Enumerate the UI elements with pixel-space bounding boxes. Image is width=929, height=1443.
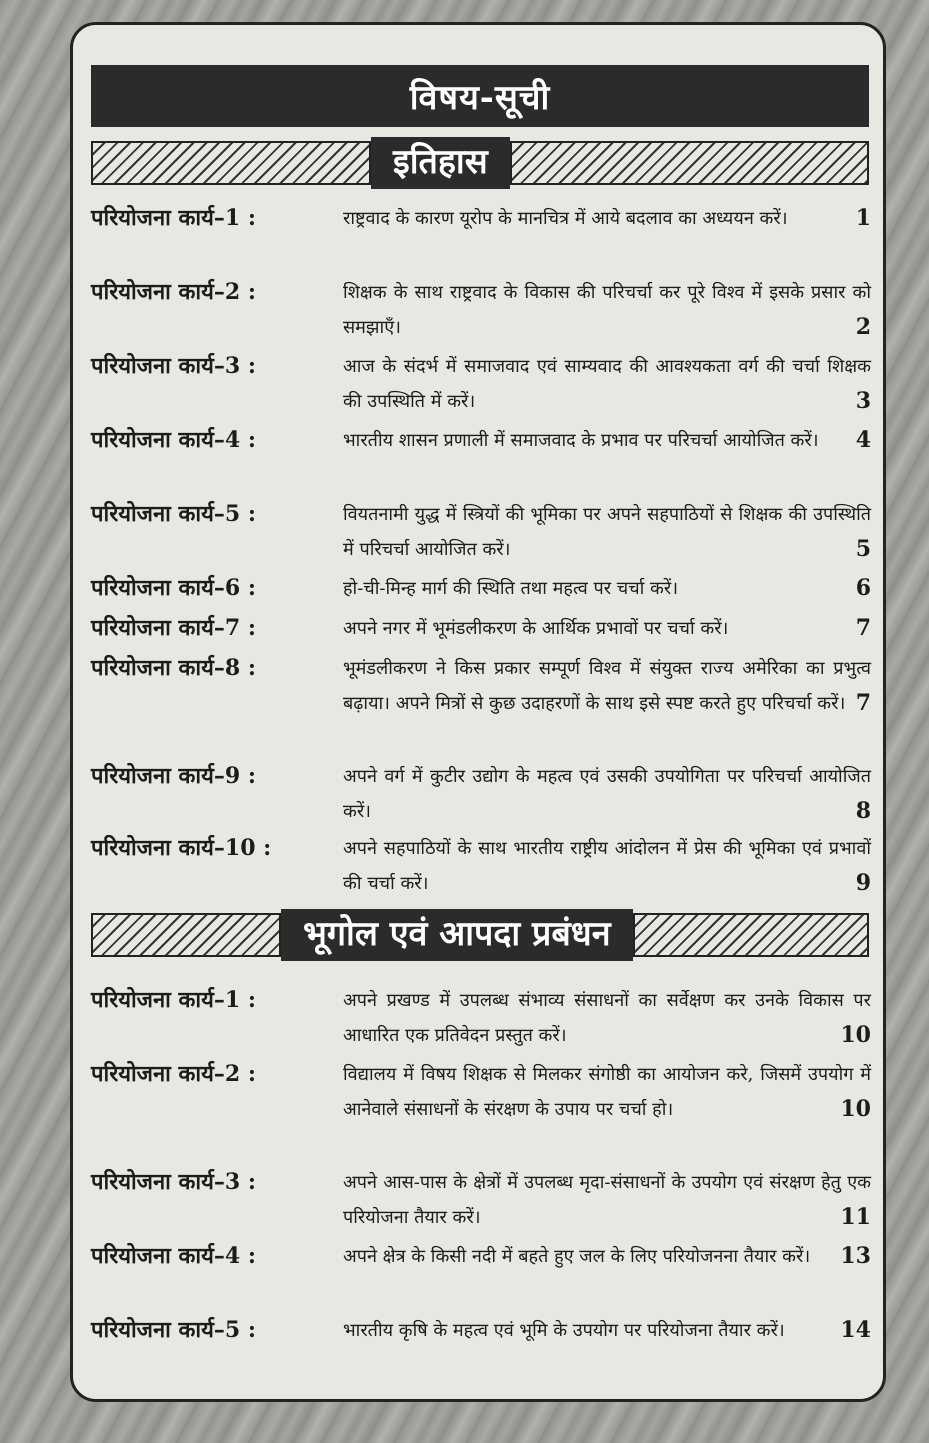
item-text: अपने नगर में भूमंडलीकरण के आर्थिक प्रभावों पर चर्चा करें। 7 — [343, 611, 873, 646]
item-label: परियोजना कार्य–1 : — [91, 205, 256, 231]
page-number: 14 — [840, 1317, 871, 1343]
list-item — [91, 1313, 873, 1348]
item-label: परियोजना कार्य–6 : — [91, 575, 256, 601]
item-text: भूमंडलीकरण ने किस प्रकार सम्पूर्ण विश्व में संयुक्त राज्य अमेरिका का प्रभुत्व बढ़ाया। अपने मित्रों से कुछ उदाहरणों के साथ इसे स्पष्ट करते हुए परिचर्चा करें। 7 — [343, 651, 873, 721]
list-item — [91, 497, 873, 567]
page-number: 6 — [855, 575, 871, 601]
page-number: 7 — [855, 690, 871, 716]
page-number: 3 — [855, 388, 871, 414]
page-number: 10 — [840, 1022, 871, 1048]
list-item — [91, 611, 873, 646]
hatch-left — [91, 913, 281, 957]
hatch-right — [633, 913, 869, 957]
page-title: विषय-सूची — [409, 78, 551, 118]
item-label: परियोजना कार्य–9 : — [91, 763, 256, 789]
list-item — [91, 759, 873, 829]
item-label: परियोजना कार्य–7 : — [91, 615, 256, 641]
item-text: अपने सहपाठियों के साथ भारतीय राष्ट्रीय आंदोलन में प्रेस की भूमिका एवं प्रभावों की चर्चा करें। 9 — [343, 831, 873, 901]
item-label: परियोजना कार्य–8 : — [91, 655, 256, 681]
section-title: इतिहास — [371, 137, 510, 189]
section-heading-history — [91, 137, 869, 189]
item-label: परियोजना कार्य–4 : — [91, 1243, 256, 1269]
page-number: 9 — [855, 870, 871, 896]
section-title: भूगोल एवं आपदा प्रबंधन — [281, 909, 633, 961]
item-text: अपने प्रखण्ड में उपलब्ध संभाव्य संसाधनों का सर्वेक्षण कर उनके विकास पर आधारित एक प्रतिवेदन प्रस्तुत करें। 10 — [343, 983, 873, 1053]
section-heading-geography — [91, 909, 869, 961]
item-label: परियोजना कार्य–3 : — [91, 1169, 256, 1195]
item-text: वियतनामी युद्ध में स्त्रियों की भूमिका पर अपने सहपाठियों से शिक्षक की उपस्थिति में परिचर्चा आयोजित करें। 5 — [343, 497, 873, 567]
page-number: 1 — [855, 205, 871, 231]
item-text: विद्यालय में विषय शिक्षक से मिलकर संगोष्ठी का आयोजन करे, जिसमें उपयोग में आनेवाले संसाधनों के संरक्षण के उपाय पर चर्चा हो। 10 — [343, 1057, 873, 1127]
list-item — [91, 1239, 873, 1274]
hatch-left — [91, 141, 371, 185]
page-number: 2 — [855, 314, 871, 340]
item-label: परियोजना कार्य–4 : — [91, 427, 256, 453]
item-text: आज के संदर्भ में समाजवाद एवं साम्यवाद की आवश्यकता वर्ग की चर्चा शिक्षक की उपस्थिति में करें। 3 — [343, 349, 873, 419]
item-label: परियोजना कार्य–5 : — [91, 501, 256, 527]
list-item — [91, 651, 873, 721]
title-bar — [91, 65, 869, 127]
contents-page — [70, 22, 886, 1402]
hatch-right — [510, 141, 869, 185]
list-item — [91, 1057, 873, 1127]
item-text: अपने क्षेत्र के किसी नदी में बहते हुए जल के लिए परियोजनना तैयार करें। 13 — [343, 1239, 873, 1274]
page-number: 11 — [840, 1204, 871, 1230]
item-text: भारतीय शासन प्रणाली में समाजवाद के प्रभाव पर परिचर्चा आयोजित करें। 4 — [343, 423, 873, 458]
item-label: परियोजना कार्य–10 : — [91, 835, 272, 861]
list-item — [91, 275, 873, 345]
list-item — [91, 1165, 873, 1235]
item-label: परियोजना कार्य–5 : — [91, 1317, 256, 1343]
item-text: अपने वर्ग में कुटीर उद्योग के महत्व एवं उसकी उपयोगिता पर परिचर्चा आयोजित करें। 8 — [343, 759, 873, 829]
list-item — [91, 571, 873, 606]
list-item — [91, 201, 873, 236]
item-label: परियोजना कार्य–2 : — [91, 279, 256, 305]
item-text: शिक्षक के साथ राष्ट्रवाद के विकास की परिचर्चा कर पूरे विश्व में इसके प्रसार को समझाएँ। 2 — [343, 275, 873, 345]
list-item — [91, 423, 873, 458]
item-text: हो-ची-मिन्ह मार्ग की स्थिति तथा महत्व पर चर्चा करें। 6 — [343, 571, 873, 606]
item-label: परियोजना कार्य–1 : — [91, 987, 256, 1013]
item-text: अपने आस-पास के क्षेत्रों में उपलब्ध मृदा-संसाधनों के उपयोग एवं संरक्षण हेतु एक परियोजना तैयार करें। 11 — [343, 1165, 873, 1235]
page-number: 10 — [840, 1096, 871, 1122]
page-number: 8 — [855, 798, 871, 824]
item-label: परियोजना कार्य–2 : — [91, 1061, 256, 1087]
list-item — [91, 349, 873, 419]
list-item — [91, 983, 873, 1053]
item-label: परियोजना कार्य–3 : — [91, 353, 256, 379]
page-number: 4 — [855, 427, 871, 453]
page-number: 5 — [855, 536, 871, 562]
page-number: 13 — [840, 1243, 871, 1269]
item-text: भारतीय कृषि के महत्व एवं भूमि के उपयोग पर परियोजना तैयार करें। 14 — [343, 1313, 873, 1348]
item-text: राष्ट्रवाद के कारण यूरोप के मानचित्र में आये बदलाव का अध्ययन करें। 1 — [343, 201, 873, 236]
page-number: 7 — [855, 615, 871, 641]
list-item — [91, 831, 873, 901]
